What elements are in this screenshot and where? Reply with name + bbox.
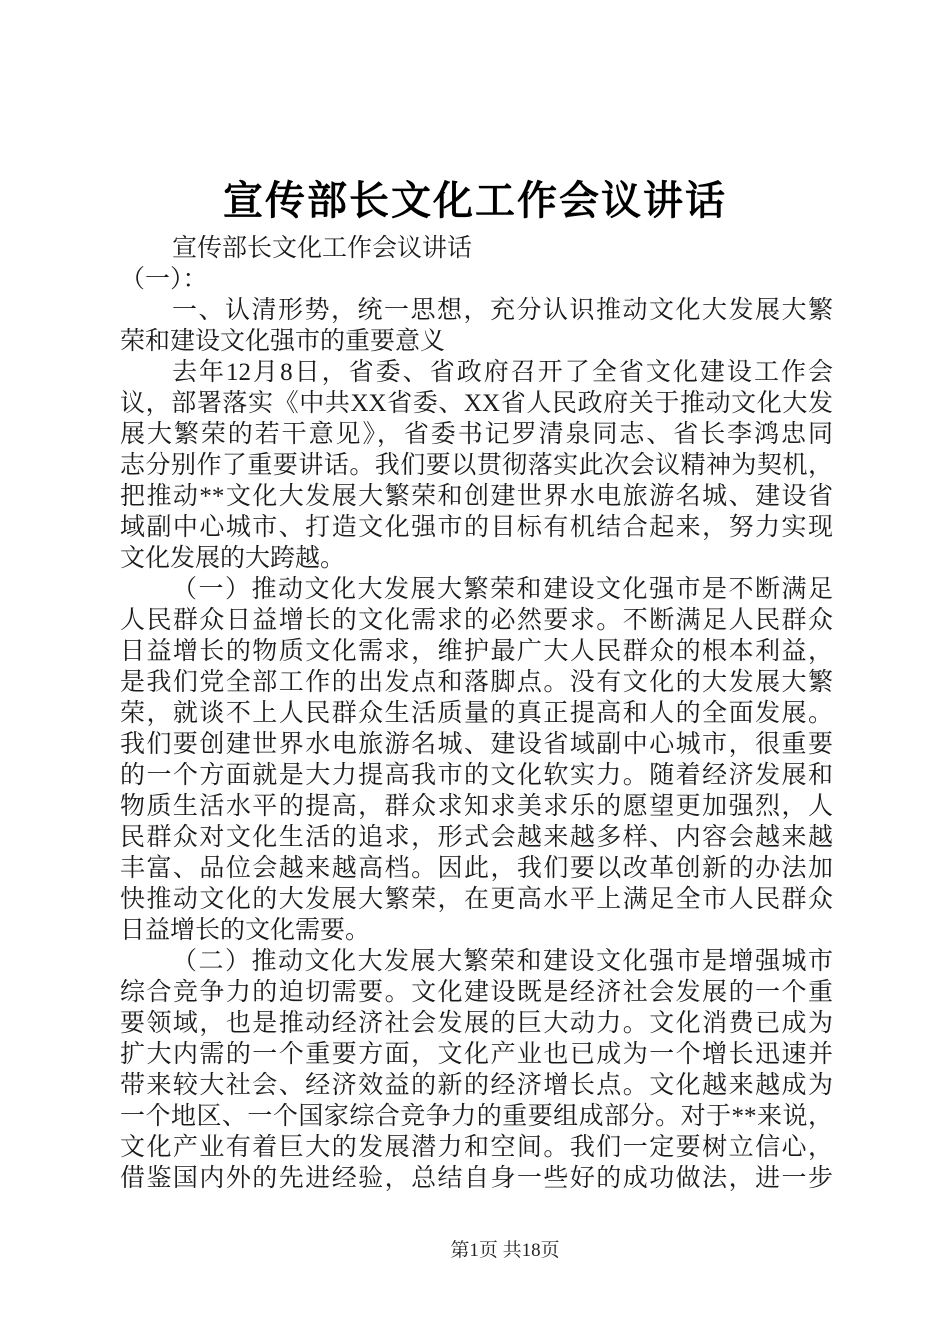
text-line: （一）： — [120, 266, 208, 293]
text-line: 我们要创建世界水电旅游名城、建设省域副中心城市，很重要 — [120, 731, 833, 758]
text-line: （二）推动文化大发展大繁荣和建设文化强市是增强城市 — [172, 948, 833, 975]
text-line: 把推动**文化大发展大繁荣和创建世界水电旅游名城、建设省 — [120, 483, 833, 510]
text-line: 宣传部长文化工作会议讲话 — [172, 235, 473, 262]
text-line: 物质生活水平的提高，群众求知求美求乐的愿望更加强烈，人 — [120, 793, 833, 820]
text-line: 是我们党全部工作的出发点和落脚点。没有文化的大发展大繁 — [120, 669, 833, 696]
text-line: 荣，就谈不上人民群众生活质量的真正提高和人的全面发展。 — [120, 700, 833, 727]
text-line: 志分别作了重要讲话。我们要以贯彻落实此次会议精神为契机， — [120, 452, 833, 479]
text-line: 域副中心城市、打造文化强市的目标有机结合起来，努力实现 — [120, 514, 833, 541]
text-line: 民群众对文化生活的追求，形式会越来越多样、内容会越来越 — [120, 824, 833, 851]
document-title: 宣传部长文化工作会议讲话 — [223, 179, 727, 223]
text-line: 一、认清形势，统一思想，充分认识推动文化大发展大繁 — [172, 297, 833, 324]
text-line: （一）推动文化大发展大繁荣和建设文化强市是不断满足 — [172, 576, 833, 603]
page-number: 第1页 共18页 — [450, 1240, 560, 1261]
text-line: 日益增长的文化需要。 — [120, 917, 371, 944]
text-line: 日益增长的物质文化需求，维护最广大人民群众的根本利益， — [120, 638, 833, 665]
text-line: 展大繁荣的若干意见》，省委书记罗清泉同志、省长李鸿忠同 — [120, 421, 833, 448]
text-line: 带来较大社会、经济效益的新的经济增长点。文化越来越成为 — [120, 1072, 833, 1099]
text-line: 的一个方面就是大力提高我市的文化软实力。随着经济发展和 — [120, 762, 833, 789]
text-line: 要领域，也是推动经济社会发展的巨大动力。文化消费已成为 — [120, 1010, 833, 1037]
text-line: 文化产业有着巨大的发展潜力和空间。我们一定要树立信心， — [120, 1134, 833, 1161]
text-line: 人民群众日益增长的文化需求的必然要求。不断满足人民群众 — [120, 607, 833, 634]
text-line: 一个地区、一个国家综合竞争力的重要组成部分。对于**来说， — [120, 1103, 833, 1130]
text-line: 综合竞争力的迫切需要。文化建设既是经济社会发展的一个重 — [120, 979, 833, 1006]
text-line: 文化发展的大跨越。 — [120, 545, 346, 572]
text-line: 荣和建设文化强市的重要意义 — [120, 328, 446, 355]
text-line: 扩大内需的一个重要方面，文化产业也已成为一个增长迅速并 — [120, 1041, 833, 1068]
text-line: 去年12月8日，省委、省政府召开了全省文化建设工作会 — [172, 359, 833, 386]
text-line: 借鉴国内外的先进经验，总结自身一些好的成功做法，进一步 — [120, 1165, 833, 1192]
page-footer — [0, 1239, 950, 1263]
document-body — [120, 233, 833, 1194]
text-line: 快推动文化的大发展大繁荣，在更高水平上满足全市人民群众 — [120, 886, 833, 913]
text-line: 议，部署落实《中共XX省委、XX省人民政府关于推动文化大发 — [120, 390, 833, 417]
text-line: 丰富、品位会越来越高档。因此，我们要以改革创新的办法加 — [120, 855, 833, 882]
